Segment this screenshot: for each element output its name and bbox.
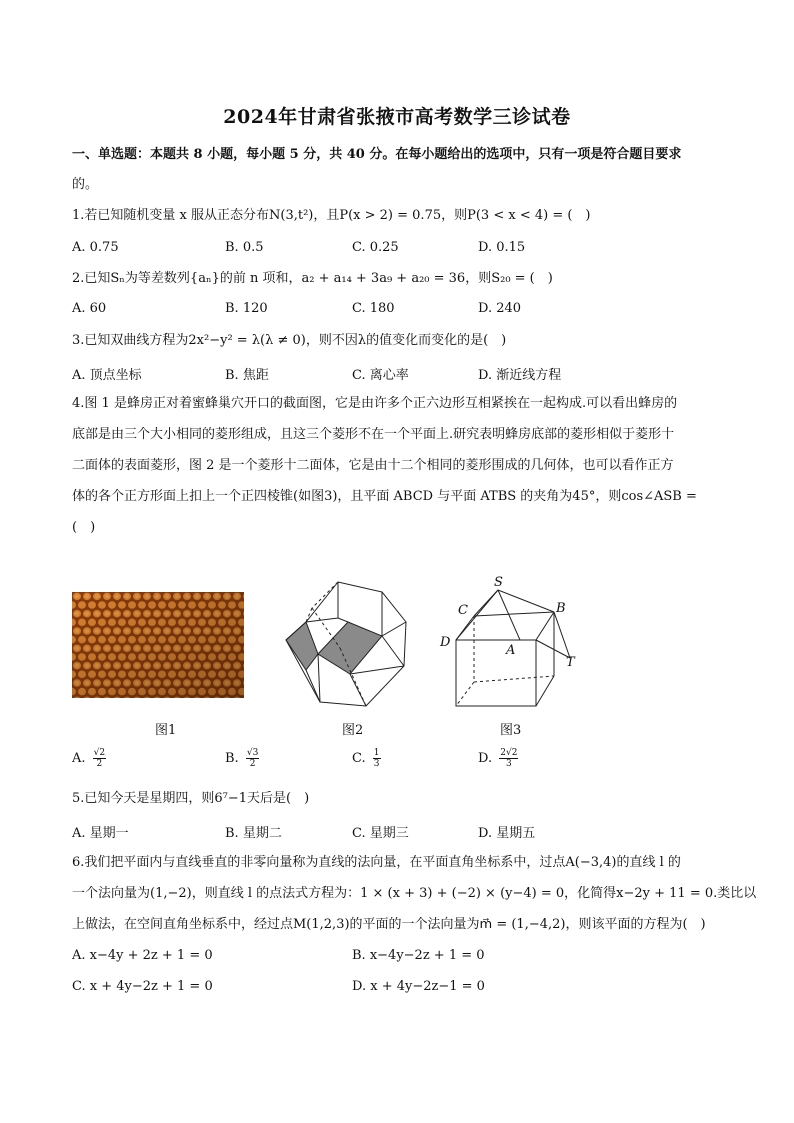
q4-line-3: 二面体的表面菱形，图 2 是一个菱形十二面体，它是由十二个相同的菱形围成的几何体，也可以看作正方 (72, 458, 674, 473)
label-s: S (494, 575, 503, 590)
q5-option-a[interactable]: A. 星期一 (72, 826, 129, 841)
q6-line-3: 上做法，在空间直角坐标系中，经过点M(1,2,3)的平面的一个法向量为m⃗ = (1,−4,2)，则该平面的方程为( ) (72, 917, 706, 932)
q4-line-1: 4.图 1 是蜂房正对着蜜蜂巢穴开口的截面图，它是由许多个正六边形互相紧挨在一起构成.可以看出蜂房的 (72, 396, 678, 411)
q4-option-b[interactable]: B. $\frac{√3}{2}$ (225, 748, 259, 769)
exam-title: 2024年甘肃省张掖市高考数学三诊试卷 (223, 106, 571, 128)
label-c: C (458, 603, 468, 618)
q6-line-2: 一个法向量为(1,−2)，则直线 l 的点法式方程为：1 × (x + 3) + (−2) × (y−4) = 0，化简得x−2y + 11 = 0.类比以 (72, 886, 757, 901)
q4-option-d[interactable]: D. $\frac{2√2}{3}$ (478, 748, 518, 769)
q3-option-d[interactable]: D. 渐近线方程 (478, 368, 562, 383)
q5-option-d[interactable]: D. 星期五 (478, 826, 536, 841)
q3-option-c[interactable]: C. 离心率 (352, 368, 409, 383)
label-t: T (566, 655, 575, 670)
q4-option-a[interactable]: A. $\frac{√2}{2}$ (72, 748, 106, 769)
q4-line-2: 底部是由三个大小相同的菱形组成，且这三个菱形不在一个平面上.研究表明蜂房底部的菱形相似于菱形十 (72, 427, 675, 442)
cube-pyramid-figure (436, 574, 586, 714)
label-b: B (556, 601, 566, 616)
label-a: A (506, 643, 516, 658)
figure-3-caption: 图3 (500, 723, 522, 738)
section-heading-cont: 的。 (72, 177, 99, 192)
q1-stem: 1.若已知随机变量 x 服从正态分布N(3,t²)，且P(x > 2) = 0.75，则P(3 < x < 4) = ( ) (72, 208, 591, 223)
q2-option-b[interactable]: B. 120 (225, 301, 268, 316)
q5-option-b[interactable]: B. 星期二 (225, 826, 282, 841)
q6-option-c[interactable]: C. x + 4y−2z + 1 = 0 (72, 979, 213, 994)
q2-option-c[interactable]: C. 180 (352, 301, 395, 316)
q3-option-a[interactable]: A. 顶点坐标 (72, 368, 142, 383)
q4-line-4: 体的各个正方形面上扣上一个正四棱锥(如图3)，且平面 ABCD 与平面 ATBS 的夹角为45°，则cos∠ASB = (72, 489, 697, 504)
q1-option-d[interactable]: D. 0.15 (478, 240, 526, 255)
q6-option-b[interactable]: B. x−4y−2z + 1 = 0 (352, 948, 485, 963)
q3-option-b[interactable]: B. 焦距 (225, 368, 269, 383)
q6-option-d[interactable]: D. x + 4y−2z−1 = 0 (352, 979, 485, 994)
q4-option-c[interactable]: C. $\frac{1}{3}$ (352, 748, 380, 769)
rhombic-dodecahedron-figure (282, 578, 412, 710)
q1-option-a[interactable]: A. 0.75 (72, 240, 119, 255)
q4-line-5: ( ) (72, 520, 96, 535)
q1-option-c[interactable]: C. 0.25 (352, 240, 399, 255)
q6-line-1: 6.我们把平面内与直线垂直的非零向量称为直线的法向量，在平面直角坐标系中，过点A(−3,4)的直线 l 的 (72, 855, 681, 870)
q2-option-a[interactable]: A. 60 (72, 301, 107, 316)
q6-option-a[interactable]: A. x−4y + 2z + 1 = 0 (72, 948, 213, 963)
q5-stem: 5.已知今天是星期四，则6⁷−1天后是( ) (72, 791, 310, 806)
q2-stem: 2.已知Sₙ为等差数列{aₙ}的前 n 项和，a₂ + a₁₄ + 3a₉ + a₂₀ = 36，则S₂₀ = ( ) (72, 271, 553, 286)
q5-option-c[interactable]: C. 星期三 (352, 826, 409, 841)
figure-2-caption: 图2 (342, 723, 364, 738)
figure-1-caption: 图1 (155, 723, 177, 738)
q2-option-d[interactable]: D. 240 (478, 301, 522, 316)
q3-stem: 3.已知双曲线方程为2x²−y² = λ(λ ≠ 0)，则不因λ的值变化而变化的是( ) (72, 333, 507, 348)
honeycomb-image (72, 592, 244, 698)
q1-option-b[interactable]: B. 0.5 (225, 240, 264, 255)
section-heading: 一、单选题：本题共 8 小题，每小题 5 分，共 40 分。在每小题给出的选项中，只有一项是符合题目要求 (72, 147, 682, 162)
label-d: D (440, 635, 451, 650)
